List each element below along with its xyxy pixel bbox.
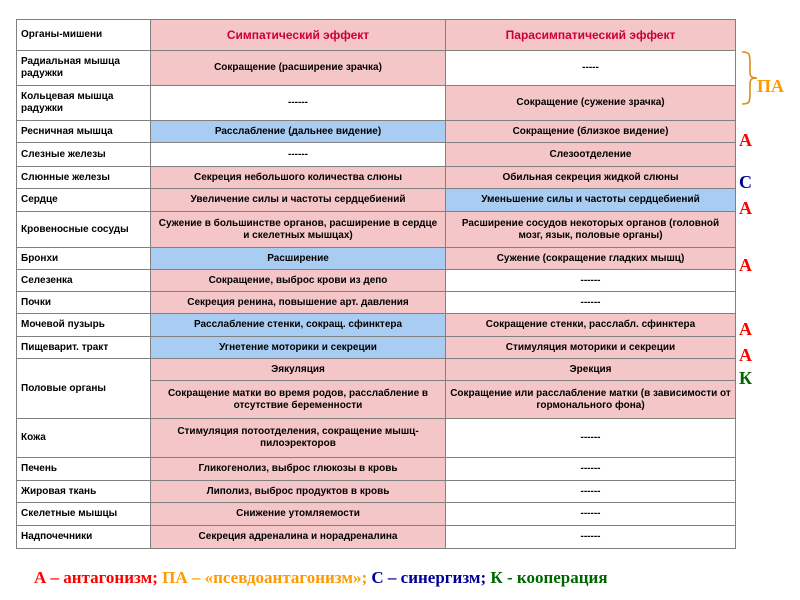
- label-antagonism-heart: А: [739, 198, 752, 218]
- table-row: [17, 51, 736, 86]
- organ-cell: Пищеварит. тракт: [17, 337, 151, 359]
- header-organs: Органы-мишени: [17, 20, 151, 51]
- organ-cell: Кольцевая мышца радужки: [17, 86, 151, 121]
- parasympathetic-cell: -----: [446, 51, 736, 86]
- sympathetic-cell: Сужение в большинстве органов, расширение в сердце и скелетных мышцах): [151, 212, 446, 248]
- sympathetic-cell: ------: [151, 143, 446, 167]
- parasympathetic-cell: Сокращение или расслабление матки (в зависимости от гормонального фона): [446, 381, 736, 419]
- legend-k-letter: К: [490, 568, 503, 587]
- table-row: [17, 526, 736, 549]
- organ-cell: Надпочечники: [17, 526, 151, 549]
- sympathetic-cell: ------: [151, 86, 446, 121]
- parasympathetic-cell: ------: [446, 503, 736, 526]
- organ-cell: Печень: [17, 458, 151, 481]
- sympathetic-cell: Снижение утомляемости: [151, 503, 446, 526]
- legend-c-letter: С: [371, 568, 384, 587]
- table-row: [17, 503, 736, 526]
- table-row: [17, 292, 736, 314]
- table-row: [17, 481, 736, 503]
- parasympathetic-cell: Сокращение (сужение зрачка): [446, 86, 736, 121]
- legend: [34, 568, 794, 588]
- parasympathetic-cell: Обильная секреция жидкой слюны: [446, 167, 736, 189]
- sympathetic-cell: Секреция адреналина и норадреналина: [151, 526, 446, 549]
- table-row: [17, 270, 736, 292]
- table-row: [17, 314, 736, 337]
- sympathetic-cell: Расслабление (дальнее видение): [151, 121, 446, 143]
- sympathetic-cell: Сокращение, выброс крови из депо: [151, 270, 446, 292]
- label-antagonism-ciliary: А: [739, 130, 752, 150]
- organ-cell: Кровеносные сосуды: [17, 212, 151, 248]
- legend-a-letter: А: [34, 568, 47, 587]
- sympathetic-cell: Расслабление стенки, сокращ. сфинктера: [151, 314, 446, 337]
- sympathetic-cell: Расширение: [151, 248, 446, 270]
- sympathetic-cell: Сокращение матки во время родов, расслабление в отсутствие беременности: [151, 381, 446, 419]
- header-sympathetic: Симпатический эффект: [151, 20, 446, 51]
- legend-a-text: – антагонизм;: [46, 568, 163, 587]
- label-antagonism-bronchi: А: [739, 255, 752, 275]
- organ-cell: Половые органы: [17, 359, 151, 419]
- table-row: [17, 121, 736, 143]
- sympathetic-cell: Угнетение моторики и секреции: [151, 337, 446, 359]
- parasympathetic-cell: Сужение (сокращение гладких мышц): [446, 248, 736, 270]
- sympathetic-cell: Стимуляция потоотделения, сокращение мышц-пилоэректоров: [151, 419, 446, 458]
- parasympathetic-cell: Сокращение (близкое видение): [446, 121, 736, 143]
- table-row: [17, 143, 736, 167]
- legend-c-text: – синергизм;: [383, 568, 491, 587]
- organ-cell: Бронхи: [17, 248, 151, 270]
- table-row: [17, 458, 736, 481]
- parasympathetic-cell: ------: [446, 270, 736, 292]
- label-pseudo-antagonism: ПА: [757, 76, 784, 96]
- table-row: [17, 248, 736, 270]
- organ-cell: Жировая ткань: [17, 481, 151, 503]
- sympathetic-cell: Секреция небольшого количества слюны: [151, 167, 446, 189]
- label-antagonism-digestive: А: [739, 345, 752, 365]
- table-row: [17, 86, 736, 121]
- table-row: [17, 167, 736, 189]
- parasympathetic-cell: Слезоотделение: [446, 143, 736, 167]
- sympathetic-cell: Сокращение (расширение зрачка): [151, 51, 446, 86]
- organ-cell: Скелетные мышцы: [17, 503, 151, 526]
- header-row: [17, 20, 736, 51]
- parasympathetic-cell: ------: [446, 481, 736, 503]
- sympathetic-cell: Секреция ренина, повышение арт. давления: [151, 292, 446, 314]
- organ-cell: Селезенка: [17, 270, 151, 292]
- sympathetic-cell: Увеличение силы и частоты сердцебиений: [151, 189, 446, 212]
- parasympathetic-cell: Сокращение стенки, расслабл. сфинктера: [446, 314, 736, 337]
- header-parasympathetic: Парасимпатический эффект: [446, 20, 736, 51]
- label-antagonism-bladder: А: [739, 319, 752, 339]
- legend-pa-text: – «псевдоантагонизм»;: [187, 568, 372, 587]
- organ-cell: Кожа: [17, 419, 151, 458]
- table-row: [17, 189, 736, 212]
- sympathetic-cell: Эякуляция: [151, 359, 446, 381]
- sympathetic-cell: Липолиз, выброс продуктов в кровь: [151, 481, 446, 503]
- organ-cell: Слезные железы: [17, 143, 151, 167]
- organ-cell: Почки: [17, 292, 151, 314]
- organ-cell: Ресничная мышца: [17, 121, 151, 143]
- organ-cell: Слюнные железы: [17, 167, 151, 189]
- label-synergy-salivary: С: [739, 172, 752, 192]
- parasympathetic-cell: Эрекция: [446, 359, 736, 381]
- table-row: [17, 419, 736, 458]
- autonomic-effects-table: [16, 19, 736, 549]
- organ-cell: Мочевой пузырь: [17, 314, 151, 337]
- table-row: [17, 337, 736, 359]
- parasympathetic-cell: ------: [446, 458, 736, 481]
- legend-pa-letter: ПА: [162, 568, 188, 587]
- parasympathetic-cell: ------: [446, 526, 736, 549]
- parasympathetic-cell: ------: [446, 419, 736, 458]
- parasympathetic-cell: ------: [446, 292, 736, 314]
- organ-cell: Радиальная мышца радужки: [17, 51, 151, 86]
- table-row: [17, 359, 736, 381]
- table-row: [17, 212, 736, 248]
- parasympathetic-cell: Стимуляция моторики и секреции: [446, 337, 736, 359]
- label-cooperation-genital: К: [739, 368, 753, 388]
- organ-cell: Сердце: [17, 189, 151, 212]
- sympathetic-cell: Гликогенолиз, выброс глюкозы в кровь: [151, 458, 446, 481]
- parasympathetic-cell: Уменьшение силы и частоты сердцебиений: [446, 189, 736, 212]
- legend-k-text: - кооперация: [502, 568, 608, 587]
- parasympathetic-cell: Расширение сосудов некоторых органов (головной мозг, язык, половые органы): [446, 212, 736, 248]
